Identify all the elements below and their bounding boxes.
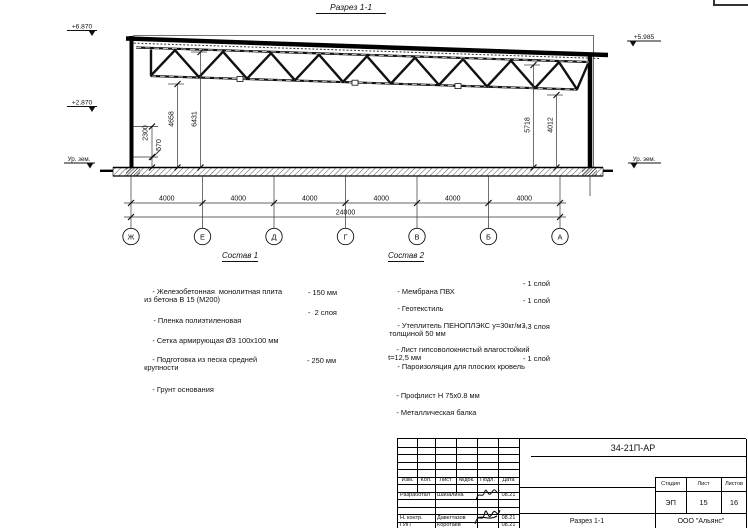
ground-slab — [100, 168, 613, 197]
dim-570: 570 — [156, 139, 163, 151]
svg-text:4000: 4000 — [230, 195, 247, 203]
list-item: - Пленка полиэтиленовая — [153, 315, 242, 325]
list-item: - Подготовка из песка средней крупности — [140, 354, 258, 373]
tb-col-list: Лист — [439, 477, 452, 484]
composition2-title: Состав 2 — [388, 251, 425, 260]
dim-2300: 2300 — [142, 125, 150, 141]
tb-date: 08.21 — [501, 492, 516, 499]
composition1-title: Состав 1 — [222, 251, 259, 260]
tb-company: ООО "Альянс" — [677, 517, 725, 525]
svg-text:Ж: Ж — [127, 232, 135, 242]
total-dimension: 24000 — [335, 209, 356, 217]
tb-name: Шабалина — [437, 492, 464, 499]
list-item: - Железобетонная монолитная плита из бетона В 15 (М200) — [140, 286, 283, 305]
list-item: - Металлическая балка — [396, 407, 477, 417]
tb-col-ndok: №док. — [458, 477, 475, 484]
signature — [474, 487, 500, 503]
list-item: - Пароизоляция для плоских кровель — [397, 361, 525, 371]
svg-text:4000: 4000 — [445, 195, 461, 203]
tb-role: Н. контр. — [400, 514, 423, 521]
tb-name: Давегтазов — [437, 514, 466, 521]
drawing-sheet: Разрез 1-1 +6.870 +2.870 +5.985 Ур. зем. Ур. зем. 2300 570 4658 6431 5718 4012 4000 4000 4000 4000 4000 4000 24000 Ж Е Д Г В Б А Состав 1 - Железобетонная монолитная плита из бетона В 15 (М200) - 150 мм - Пленка полиэтиленовая - 2 слоя - Сетка армирующая Ø3 100х100 мм - Подготовка из песка средней крупности - 250 мм - Грунт основания Состав 2 - Мембрана ПВХ - 1 слой - Геотекстиль - 1 слой - Утеплитель ПЕНОПЛЭКС у=30кг/м3, толщиной 50 мм - 3 слоя - Лист гипсоволокнистый влагостойкий t=12,5 мм - Пароизоляция для плоских кровель - 1 слой - Профлист Н 75х0.8 мм - Металлическая балка Изм. Кол. Лист №док. Подл. Дата Разработал Шабалина 08.21 Н. контр. Давегтазов 08.21 ГИП Коротаев 08.21 34-21П-АР Стадия Лист Листов ЭП 15 16 Разрез 1-1 ООО "Альянс" — [0, 0, 748, 528]
tb-date: 08.21 — [501, 514, 516, 521]
ground-level-left: Ур. зем. — [67, 156, 91, 163]
tb-sheets-label: Листов — [725, 481, 743, 487]
elevation-mid-left: +2.870 — [71, 99, 93, 107]
tb-sheets-value: 16 — [729, 497, 739, 507]
tb-col-data: Дата — [502, 477, 515, 484]
dim-6431: 6431 — [191, 111, 199, 127]
svg-text:4000: 4000 — [516, 195, 533, 203]
svg-text:4000: 4000 — [302, 195, 318, 203]
tb-stage-value: ЭП — [665, 497, 676, 507]
svg-text:Е: Е — [199, 232, 206, 242]
tb-date: 08.21 — [501, 522, 516, 528]
svg-text:В: В — [414, 232, 420, 242]
elevation-marks — [64, 31, 661, 169]
tb-col-kol: Кол. — [420, 477, 432, 484]
svg-text:А: А — [557, 232, 563, 242]
list-item: - Сетка армирующая Ø3 100х100 мм — [152, 335, 279, 345]
vertical-dimensions — [133, 49, 563, 171]
svg-text:Д: Д — [271, 232, 277, 242]
list-item: - Профлист Н 75х0.8 мм — [396, 390, 480, 400]
ground-level-right: Ур. зем. — [632, 156, 656, 163]
tb-role: ГИП — [400, 522, 411, 528]
title-block — [397, 438, 746, 528]
grid-axis-labels — [128, 232, 563, 241]
svg-text:Б: Б — [486, 232, 491, 242]
tb-doc-number: 34-21П-АР — [610, 442, 656, 453]
tb-role: Разработал — [400, 492, 430, 499]
dim-5718: 5718 — [524, 117, 532, 133]
list-item: - Грунт основания — [152, 384, 214, 394]
elevation-top-left: +6.870 — [71, 23, 93, 31]
list-item: - Лист гипсоволокнистый влагостойкий t=12,5 мм — [384, 344, 530, 363]
svg-text:4000: 4000 — [373, 195, 390, 203]
tb-sheet-value: 15 — [699, 497, 708, 507]
vertical-dimension-labels — [143, 111, 555, 151]
section-title: Разрез 1-1 — [316, 2, 386, 14]
dim-4658: 4658 — [168, 111, 176, 127]
dim-4012: 4012 — [547, 117, 555, 133]
elevation-top-right: +5.985 — [633, 34, 655, 41]
svg-text:Г: Г — [343, 232, 348, 242]
list-item: - Утеплитель ПЕНОПЛЭКС у=30кг/м3, толщиной 50 мм — [385, 320, 528, 339]
frame-corner — [713, 0, 748, 5]
tb-col-izm: Изм. — [401, 477, 414, 484]
svg-text:4000: 4000 — [159, 195, 175, 203]
signature — [473, 506, 501, 528]
list-item: - Мембрана ПВХ — [397, 286, 455, 296]
tb-stage-label: Стадия — [661, 481, 680, 487]
bottom-dimensions — [124, 176, 566, 228]
tb-name: Коротаев — [437, 522, 461, 528]
tb-col-podl: Подл. — [480, 477, 495, 484]
list-item: - Геотекстиль — [397, 303, 444, 313]
tb-section-name: Разрез 1-1 — [569, 517, 605, 525]
tb-sheet-label: Лист — [697, 481, 710, 487]
